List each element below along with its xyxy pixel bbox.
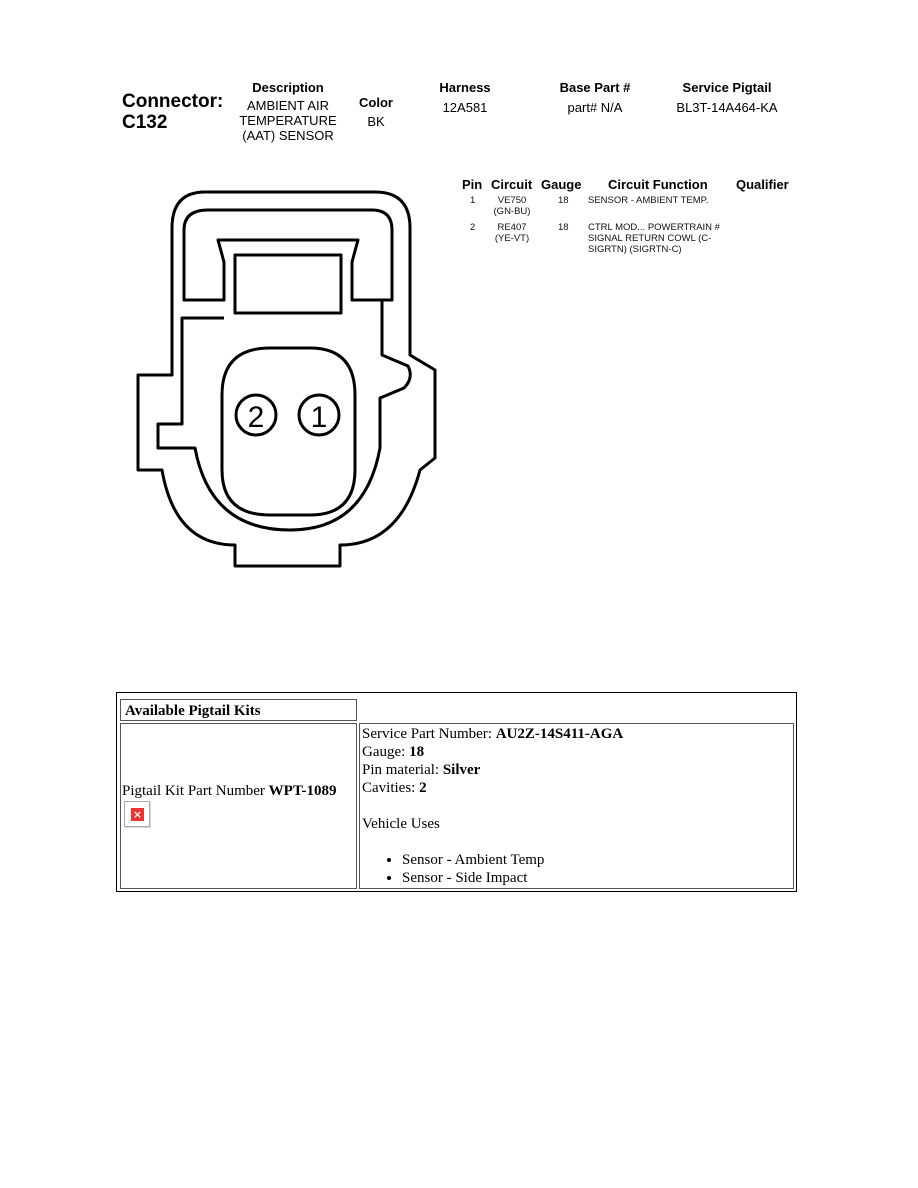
pigtail-kits-title-cell [120, 699, 357, 721]
kit-number-value: WPT-1089 [268, 783, 337, 799]
function-line: CTRL MOD... POWERTRAIN # [588, 222, 720, 233]
vehicle-uses-list [362, 851, 791, 887]
pin-material-value: Silver [442, 762, 481, 778]
color-value: BK [367, 114, 385, 129]
gauge-col-header: Gauge [541, 177, 582, 192]
service-part-value: AU2Z-14S411-AGA [495, 726, 624, 742]
qualifier-col-header: Qualifier [736, 177, 789, 192]
description-value [222, 98, 354, 143]
list-item: • Sensor - Side Impact [402, 869, 791, 887]
gauge-value: 18 [558, 195, 569, 206]
base-part-header: Base Part # [559, 80, 631, 95]
kit-number-label: Pigtail Kit Part Number [122, 783, 265, 799]
function-line: SENSOR - AMBIENT TEMP. [588, 195, 709, 206]
gauge-value: 18 [558, 222, 569, 233]
description-line: TEMPERATURE [239, 113, 337, 128]
circuit-col-header: Circuit [491, 177, 533, 192]
cavities-label: Cavities: [362, 780, 416, 796]
circuit-function [588, 195, 708, 206]
table-row [462, 195, 802, 221]
description-line: (AAT) SENSOR [242, 128, 334, 143]
function-line: SIGNAL RETURN COWL (C- [588, 233, 712, 244]
service-pigtail-value: BL3T-14A464-KA [676, 100, 778, 115]
circuit-code: RE407 [497, 222, 527, 233]
pin-material-label: Pin material: [362, 762, 440, 778]
gauge-label: Gauge: [362, 744, 406, 760]
circuit-code: VE750 [497, 195, 527, 206]
cavities-value: 2 [419, 780, 427, 796]
pin-material-line [362, 761, 791, 779]
function-line: SIGRTN) (SIGRTN-C) [588, 244, 682, 255]
gauge-line [362, 743, 791, 761]
description-header: Description [252, 80, 324, 95]
pigtail-kits-title: Available Pigtail Kits [125, 703, 261, 719]
description-line: AMBIENT AIR [246, 98, 330, 113]
table-row [462, 222, 802, 258]
connector-id: C132 [122, 112, 168, 133]
circuit-color: (GN-BU) [493, 206, 531, 217]
pigtail-kits-table [116, 692, 797, 892]
kit-number-cell [120, 723, 357, 889]
service-part-label: Service Part Number: [362, 726, 492, 742]
latch-window [235, 255, 341, 313]
cavities-line [362, 779, 791, 797]
pin-col-header: Pin [462, 177, 483, 192]
connector-label: Connector: [122, 91, 224, 112]
list-item: • Sensor - Ambient Temp [402, 851, 791, 869]
vehicle-uses-label: Vehicle Uses [362, 816, 440, 832]
pin-number: 2 [470, 222, 476, 233]
gauge-value: 18 [409, 744, 425, 760]
circuit-color: (YE-VT) [494, 233, 530, 244]
kit-number-line [122, 782, 336, 800]
service-part-line [362, 725, 791, 743]
pin-number: 1 [470, 195, 476, 206]
pin-2-label: 2 [247, 401, 265, 434]
pin-cavity-outline [222, 348, 355, 515]
kit-details-cell [359, 723, 794, 889]
circuit-id [490, 195, 534, 217]
pin-1-label: 1 [310, 401, 328, 434]
circuit-id [490, 222, 534, 244]
color-header: Color [359, 95, 393, 110]
connector-face-diagram [135, 180, 440, 575]
circuit-function [588, 222, 720, 255]
harness-value: 12A581 [442, 100, 488, 115]
harness-header: Harness [439, 80, 491, 95]
service-pigtail-header: Service Pigtail [682, 80, 772, 95]
function-col-header: Circuit Function [608, 177, 708, 192]
base-part-value: part# N/A [567, 100, 623, 115]
broken-image-icon: × [124, 801, 150, 827]
